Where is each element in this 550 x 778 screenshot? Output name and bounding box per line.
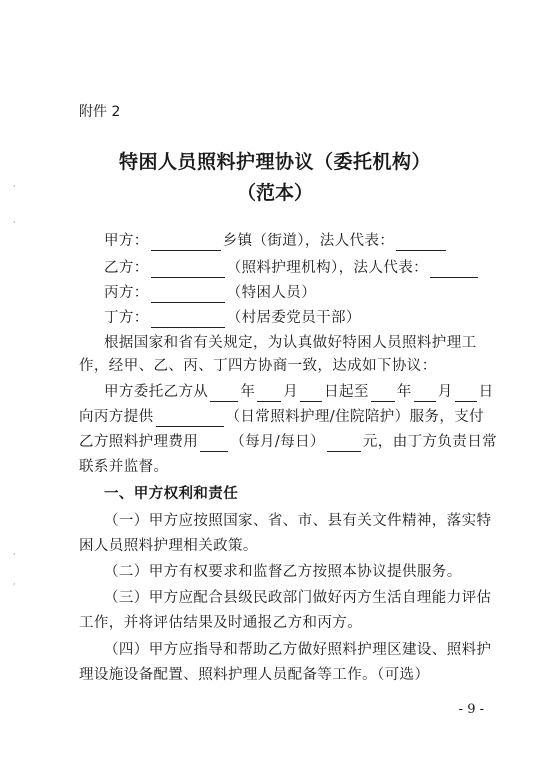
blank-field — [327, 435, 361, 452]
blank-field — [455, 385, 477, 402]
term-text: 乙方照料护理费用 — [79, 434, 199, 450]
blank-field — [300, 385, 322, 402]
clause-1-line-1: （一）甲方应按照国家、省、市、县有关文件精神，落实特 — [104, 513, 492, 529]
blank-field — [414, 385, 436, 402]
document-title: 特困人员照料护理协议（委托机构） — [118, 151, 431, 173]
blank-field — [151, 311, 225, 328]
party-yi-label: 乙方： — [104, 260, 149, 276]
clause-3-line-2: 工作，并将评估结果及时通报乙方和丙方。 — [79, 615, 363, 631]
document-subtitle: （范本） — [236, 182, 313, 204]
blank-field — [371, 385, 395, 402]
term-text: 月 — [283, 384, 299, 400]
term-text: 甲方委托乙方从 — [104, 384, 209, 400]
blank-field — [210, 385, 238, 402]
scan-mark: · — [13, 218, 16, 227]
intro-line-1: 根据国家和省有关规定，为认真做好特困人员照料护理工 — [104, 335, 477, 351]
term-text: 元，由丁方负责日常 — [362, 434, 497, 450]
blank-field — [396, 234, 446, 251]
blank-field — [151, 261, 225, 278]
clause-1-line-2: 困人员照料护理相关政策。 — [79, 538, 258, 554]
term-line-2 — [79, 407, 499, 427]
term-text: 向丙方提供 — [79, 409, 154, 425]
scan-mark: · — [13, 580, 16, 589]
clause-3-line-1: （三）甲方应配合县级民政部门做好丙方生活自理能力评估 — [104, 590, 492, 606]
term-text: （每月/每日） — [230, 434, 325, 450]
party-bing-label: 丙方： — [104, 285, 149, 301]
blank-field — [156, 410, 224, 427]
attachment-label: 附件 2 — [79, 104, 121, 120]
term-line-3 — [79, 432, 499, 452]
section-heading: 一、甲方权利和责任 — [104, 486, 239, 502]
party-bing-text: （特困人员） — [226, 285, 317, 301]
party-jia-label: 甲方： — [104, 233, 149, 249]
intro-line-2: 作，经甲、乙、丙、丁四方协商一致，达成如下协议： — [79, 358, 437, 374]
term-text: 月 — [437, 384, 453, 400]
party-bing-line — [104, 283, 499, 303]
party-ding-text: （村居委党员干部） — [226, 310, 361, 326]
scan-mark: · — [13, 182, 16, 191]
term-text: 日 — [478, 384, 494, 400]
term-line-1 — [104, 382, 499, 402]
page-number: - 9 - — [458, 702, 484, 717]
blank-field — [430, 261, 478, 278]
blank-field — [151, 234, 221, 251]
term-text: （日常照料护理/住院陪护）服务，支付 — [225, 409, 485, 425]
party-ding-label: 丁方： — [104, 310, 149, 326]
term-text: 年 — [396, 384, 412, 400]
clause-2-line-1: （二）甲方有权要求和监督乙方按照本协议提供服务。 — [104, 564, 462, 580]
term-text: 年 — [240, 384, 256, 400]
term-line-4: 联系并监督。 — [79, 459, 169, 475]
blank-field — [257, 385, 281, 402]
party-yi-text: （照料护理机构），法人代表： — [226, 260, 429, 276]
term-text: 日起至 — [324, 384, 369, 400]
clause-4-line-2: 理设施设备配置、照料护理人员配备等工作。（可选） — [79, 667, 430, 683]
party-jia-text: 乡镇（街道），法人代表： — [222, 233, 395, 249]
party-ding-line — [104, 308, 499, 328]
blank-field — [151, 286, 225, 303]
blank-field — [200, 435, 228, 452]
party-jia-line — [104, 231, 499, 251]
clause-4-line-1: （四）甲方应指导和帮助乙方做好照料护理区建设、照料护 — [104, 642, 492, 658]
scan-mark: · — [13, 550, 16, 559]
party-yi-line — [104, 258, 499, 278]
